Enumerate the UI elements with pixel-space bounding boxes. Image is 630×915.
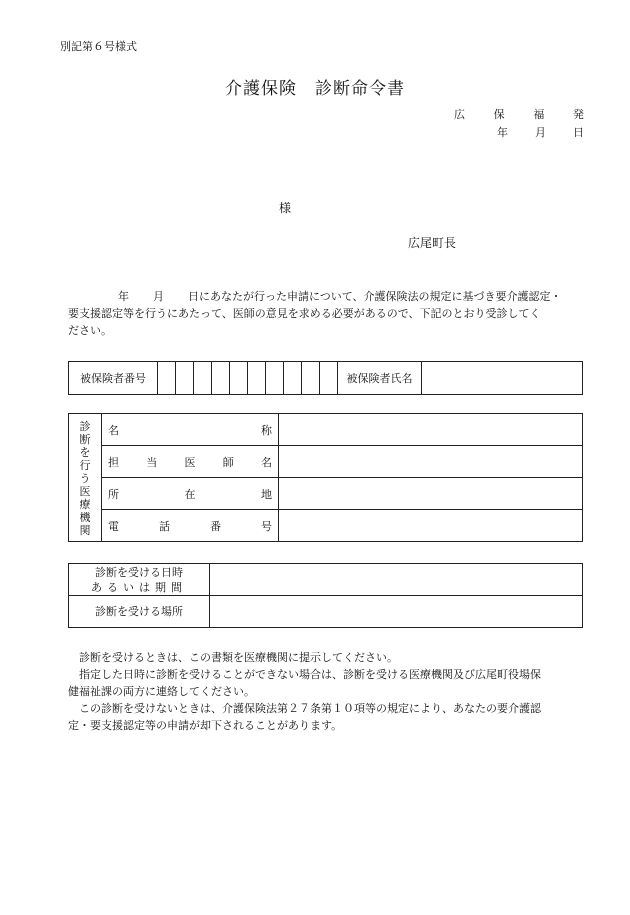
body-paragraph (68, 288, 584, 339)
insured-table (68, 361, 583, 395)
institution-table (68, 413, 583, 542)
body-line-3: ださい。 (68, 324, 112, 337)
issuer-char: 福 (533, 108, 545, 121)
sender: 広尾町長 (408, 236, 457, 250)
institution-vertical-label: 診 断 を 行 う 医 療 機 関 (69, 414, 102, 542)
insured-number-box[interactable] (230, 362, 248, 395)
note-3-cont: 定・要支援認定等の申請が却下されることがあります。 (68, 719, 343, 732)
exam-datetime-field[interactable] (210, 564, 583, 596)
insured-name-label: 被保険者氏名 (338, 362, 422, 395)
note-1: 診断を受けるときは、この書類を医療機関に提示してください。 (79, 651, 398, 664)
addressee: 様 (279, 201, 292, 215)
insured-number-box[interactable] (320, 362, 338, 395)
issuer-char: 広 (454, 108, 465, 121)
exam-datetime-label: 診断を受ける日時 あるいは期間 (69, 564, 210, 596)
insured-number-box[interactable] (284, 362, 302, 395)
issue-date (497, 124, 584, 140)
body-line-2: 要支援認定等を行うにあたって、医師の意見を求める必要があるので、下記のとおり受診してく (68, 307, 541, 320)
insured-number-box[interactable] (194, 362, 212, 395)
insured-name-field[interactable] (422, 362, 583, 395)
doctor-name-label: 担 当 医 師 名 (102, 446, 279, 478)
date-day: 日 (573, 126, 584, 139)
body-month: 月 (153, 290, 164, 303)
phone-field[interactable] (279, 510, 583, 542)
doctor-name-field[interactable] (279, 446, 583, 478)
insured-number-box[interactable] (212, 362, 230, 395)
body-line-1: 日にあなたが行った申請について、介護保険法の規定に基づき要介護認定・ (188, 290, 562, 303)
note-2: 指定した日時に診断を受けることができない場合は、診断を受ける医療機関及び広尾町役場保 (79, 668, 541, 681)
date-month: 月 (535, 126, 546, 139)
exam-table (68, 563, 583, 628)
insured-number-box[interactable] (302, 362, 320, 395)
notes (68, 649, 584, 734)
phone-label: 電 話 番 号 (102, 510, 279, 542)
address-label: 所 在 地 (102, 478, 279, 510)
institution-name-field[interactable] (279, 414, 583, 446)
insured-number-box[interactable] (248, 362, 266, 395)
institution-name-label: 名 称 (102, 414, 279, 446)
note-3: この診断を受けないときは、介護保険法第２７条第１０項等の規定により、あなたの要介護認 (79, 702, 541, 715)
insured-number-box[interactable] (176, 362, 194, 395)
insured-number-label: 被保険者番号 (69, 362, 158, 395)
address-field[interactable] (279, 478, 583, 510)
issuer-number (454, 106, 584, 122)
exam-place-label: 診断を受ける場所 (69, 596, 210, 628)
issuer-char: 発 (572, 108, 584, 121)
date-year: 年 (497, 126, 508, 139)
page-title: 介護保険 診断命令書 (225, 79, 405, 99)
insured-number-box[interactable] (158, 362, 176, 395)
body-year: 年 (118, 290, 129, 303)
exam-place-field[interactable] (210, 596, 583, 628)
form-number: 別記第６号様式 (60, 40, 137, 53)
insured-number-box[interactable] (266, 362, 284, 395)
issuer-char: 保 (493, 108, 505, 121)
note-2-cont: 健福祉課の両方に連絡してください。 (68, 685, 255, 698)
